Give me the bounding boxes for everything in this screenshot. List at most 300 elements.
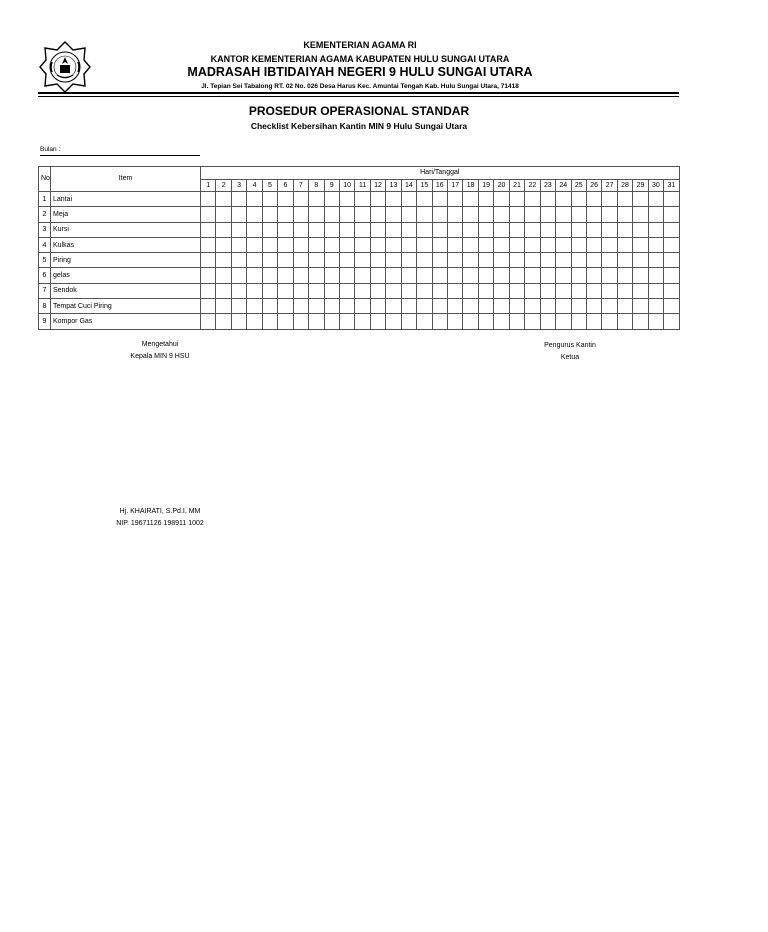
checklist-cell[interactable]: [386, 222, 401, 237]
checklist-cell[interactable]: [324, 268, 339, 283]
checklist-cell[interactable]: [201, 299, 216, 314]
checklist-cell[interactable]: [262, 192, 277, 207]
checklist-cell[interactable]: [448, 192, 463, 207]
checklist-cell[interactable]: [478, 253, 493, 268]
checklist-cell[interactable]: [432, 253, 447, 268]
checklist-cell[interactable]: [478, 299, 493, 314]
checklist-cell[interactable]: [556, 314, 571, 329]
checklist-cell[interactable]: [386, 283, 401, 298]
checklist-cell[interactable]: [247, 237, 262, 252]
checklist-cell[interactable]: [401, 268, 416, 283]
checklist-cell[interactable]: [586, 222, 601, 237]
checklist-cell[interactable]: [586, 314, 601, 329]
checklist-cell[interactable]: [216, 207, 231, 222]
checklist-cell[interactable]: [355, 222, 370, 237]
checklist-cell[interactable]: [571, 299, 586, 314]
checklist-cell[interactable]: [370, 268, 385, 283]
checklist-cell[interactable]: [448, 283, 463, 298]
month-underline: [40, 155, 200, 156]
checklist-cell[interactable]: [216, 237, 231, 252]
checklist-cell[interactable]: [247, 283, 262, 298]
checklist-cell[interactable]: [293, 268, 308, 283]
checklist-cell[interactable]: [324, 207, 339, 222]
checklist-cell[interactable]: [448, 253, 463, 268]
checklist-cell[interactable]: [617, 314, 632, 329]
checklist-cell[interactable]: [417, 314, 432, 329]
checklist-cell[interactable]: [556, 253, 571, 268]
checklist-cell[interactable]: [525, 299, 540, 314]
checklist-cell[interactable]: [540, 268, 555, 283]
checklist-cell[interactable]: [633, 283, 648, 298]
checklist-cell[interactable]: [633, 192, 648, 207]
checklist-cell[interactable]: [355, 283, 370, 298]
checklist-cell[interactable]: [370, 192, 385, 207]
checklist-cell[interactable]: [309, 207, 324, 222]
checklist-cell[interactable]: [201, 268, 216, 283]
checklist-cell[interactable]: [370, 299, 385, 314]
checklist-cell[interactable]: [509, 283, 524, 298]
checklist-cell[interactable]: [231, 299, 246, 314]
day-number: 14: [401, 179, 416, 192]
checklist-cell[interactable]: [540, 299, 555, 314]
checklist-cell[interactable]: [339, 253, 354, 268]
checklist-cell[interactable]: [586, 237, 601, 252]
checklist-cell[interactable]: [293, 314, 308, 329]
checklist-cell[interactable]: [432, 283, 447, 298]
checklist-cell[interactable]: [216, 299, 231, 314]
checklist-cell[interactable]: [355, 299, 370, 314]
checklist-cell[interactable]: [448, 314, 463, 329]
checklist-cell[interactable]: [355, 253, 370, 268]
checklist-cell[interactable]: [370, 237, 385, 252]
checklist-cell[interactable]: [417, 299, 432, 314]
checklist-cell[interactable]: [293, 237, 308, 252]
checklist-cell[interactable]: [370, 253, 385, 268]
checklist-cell[interactable]: [648, 283, 663, 298]
header-divider-thin: [38, 96, 679, 97]
checklist-cell[interactable]: [216, 253, 231, 268]
checklist-cell[interactable]: [448, 222, 463, 237]
checklist-cell[interactable]: [370, 222, 385, 237]
checklist-cell[interactable]: [571, 207, 586, 222]
checklist-cell[interactable]: [494, 222, 509, 237]
checklist-cell[interactable]: [247, 299, 262, 314]
checklist-cell[interactable]: [324, 237, 339, 252]
checklist-cell[interactable]: [509, 253, 524, 268]
checklist-cell[interactable]: [417, 253, 432, 268]
checklist-cell[interactable]: [586, 283, 601, 298]
day-number: 16: [432, 179, 447, 192]
checklist-cell[interactable]: [478, 237, 493, 252]
checklist-cell[interactable]: [401, 192, 416, 207]
checklist-cell[interactable]: [463, 192, 478, 207]
checklist-cell[interactable]: [278, 314, 293, 329]
checklist-cell[interactable]: [448, 268, 463, 283]
checklist-cell[interactable]: [386, 299, 401, 314]
checklist-cell[interactable]: [556, 299, 571, 314]
checklist-cell[interactable]: [525, 237, 540, 252]
checklist-cell[interactable]: [602, 192, 617, 207]
checklist-cell[interactable]: [463, 314, 478, 329]
checklist-cell[interactable]: [617, 268, 632, 283]
day-number: 25: [571, 179, 586, 192]
checklist-cell[interactable]: [247, 314, 262, 329]
checklist-cell[interactable]: [247, 268, 262, 283]
checklist-cell[interactable]: [494, 283, 509, 298]
header-office: KANTOR KEMENTERIAN AGAMA KABUPATEN HULU SUNGAI UTARA: [210, 54, 510, 64]
checklist-cell[interactable]: [247, 253, 262, 268]
checklist-cell[interactable]: [648, 237, 663, 252]
checklist-cell[interactable]: [478, 207, 493, 222]
checklist-cell[interactable]: [571, 314, 586, 329]
checklist-cell[interactable]: [324, 222, 339, 237]
checklist-cell[interactable]: [540, 253, 555, 268]
day-number: 5: [262, 179, 277, 192]
checklist-cell[interactable]: [201, 253, 216, 268]
checklist-cell[interactable]: [293, 299, 308, 314]
checklist-cell[interactable]: [401, 253, 416, 268]
checklist-cell[interactable]: [602, 268, 617, 283]
checklist-cell[interactable]: [386, 207, 401, 222]
checklist-cell[interactable]: [617, 222, 632, 237]
checklist-cell[interactable]: [201, 283, 216, 298]
checklist-cell[interactable]: [509, 314, 524, 329]
checklist-cell[interactable]: [556, 237, 571, 252]
checklist-cell[interactable]: [278, 299, 293, 314]
checklist-cell[interactable]: [401, 207, 416, 222]
checklist-cell[interactable]: [339, 299, 354, 314]
checklist-cell[interactable]: [556, 207, 571, 222]
checklist-cell[interactable]: [417, 283, 432, 298]
checklist-cell[interactable]: [293, 253, 308, 268]
checklist-cell[interactable]: [448, 207, 463, 222]
checklist-cell[interactable]: [494, 192, 509, 207]
checklist-cell[interactable]: [231, 283, 246, 298]
checklist-cell[interactable]: [617, 283, 632, 298]
checklist-cell[interactable]: [448, 299, 463, 314]
checklist-cell[interactable]: [278, 237, 293, 252]
checklist-cell[interactable]: [339, 192, 354, 207]
checklist-cell[interactable]: [432, 314, 447, 329]
checklist-cell[interactable]: [525, 207, 540, 222]
checklist-cell[interactable]: [201, 207, 216, 222]
checklist-cell[interactable]: [478, 222, 493, 237]
checklist-cell[interactable]: [648, 314, 663, 329]
checklist-cell[interactable]: [494, 253, 509, 268]
checklist-cell[interactable]: [339, 283, 354, 298]
checklist-cell[interactable]: [401, 222, 416, 237]
checklist-cell[interactable]: [602, 207, 617, 222]
checklist-cell[interactable]: [463, 237, 478, 252]
row-number: 4: [39, 237, 51, 252]
checklist-cell[interactable]: [324, 314, 339, 329]
checklist-cell[interactable]: [370, 207, 385, 222]
checklist-cell[interactable]: [556, 268, 571, 283]
checklist-cell[interactable]: [401, 283, 416, 298]
checklist-cell[interactable]: [432, 299, 447, 314]
checklist-cell[interactable]: [571, 253, 586, 268]
checklist-cell[interactable]: [247, 222, 262, 237]
checklist-cell[interactable]: [664, 299, 679, 314]
checklist-cell[interactable]: [571, 192, 586, 207]
checklist-cell[interactable]: [571, 283, 586, 298]
checklist-cell[interactable]: [540, 222, 555, 237]
day-number: 17: [448, 179, 463, 192]
checklist-cell[interactable]: [262, 253, 277, 268]
checklist-cell[interactable]: [309, 222, 324, 237]
header-school: MADRASAH IBTIDAIYAH NEGERI 9 HULU SUNGAI UTARA: [187, 65, 533, 79]
checklist-cell[interactable]: [586, 207, 601, 222]
checklist-cell[interactable]: [432, 207, 447, 222]
checklist-cell[interactable]: [324, 299, 339, 314]
day-number: 3: [231, 179, 246, 192]
checklist-cell[interactable]: [216, 314, 231, 329]
day-number: 13: [386, 179, 401, 192]
checklist-cell[interactable]: [293, 192, 308, 207]
checklist-cell[interactable]: [509, 268, 524, 283]
checklist-cell[interactable]: [386, 253, 401, 268]
checklist-cell[interactable]: [278, 253, 293, 268]
checklist-cell[interactable]: [540, 237, 555, 252]
checklist-cell[interactable]: [617, 299, 632, 314]
table-row: [39, 299, 680, 314]
checklist-cell[interactable]: [262, 268, 277, 283]
checklist-cell[interactable]: [401, 299, 416, 314]
checklist-cell[interactable]: [309, 314, 324, 329]
checklist-cell[interactable]: [586, 268, 601, 283]
checklist-cell[interactable]: [494, 314, 509, 329]
checklist-cell[interactable]: [324, 253, 339, 268]
checklist-cell[interactable]: [571, 268, 586, 283]
checklist-cell[interactable]: [556, 283, 571, 298]
checklist-cell[interactable]: [201, 314, 216, 329]
checklist-cell[interactable]: [494, 299, 509, 314]
checklist-cell[interactable]: [417, 192, 432, 207]
checklist-cell[interactable]: [231, 192, 246, 207]
checklist-cell[interactable]: [417, 268, 432, 283]
checklist-cell[interactable]: [540, 283, 555, 298]
checklist-cell[interactable]: [386, 314, 401, 329]
checklist-cell[interactable]: [525, 253, 540, 268]
checklist-cell[interactable]: [216, 268, 231, 283]
checklist-cell[interactable]: [463, 268, 478, 283]
checklist-cell[interactable]: [648, 268, 663, 283]
checklist-cell[interactable]: [262, 207, 277, 222]
checklist-cell[interactable]: [633, 314, 648, 329]
checklist-cell[interactable]: [339, 237, 354, 252]
checklist-cell[interactable]: [463, 222, 478, 237]
checklist-cell[interactable]: [309, 253, 324, 268]
checklist-cell[interactable]: [339, 314, 354, 329]
checklist-cell[interactable]: [602, 253, 617, 268]
checklist-cell[interactable]: [355, 192, 370, 207]
checklist-cell[interactable]: [247, 207, 262, 222]
checklist-cell[interactable]: [355, 268, 370, 283]
checklist-cell[interactable]: [309, 268, 324, 283]
row-number: 6: [39, 268, 51, 283]
checklist-cell[interactable]: [540, 314, 555, 329]
checklist-cell[interactable]: [478, 268, 493, 283]
checklist-cell[interactable]: [525, 222, 540, 237]
checklist-cell[interactable]: [309, 192, 324, 207]
checklist-cell[interactable]: [262, 237, 277, 252]
checklist-cell[interactable]: [293, 283, 308, 298]
checklist-cell[interactable]: [231, 207, 246, 222]
column-header-days: Hari/Tanggal: [201, 167, 680, 180]
checklist-cell[interactable]: [478, 192, 493, 207]
checklist-cell[interactable]: [339, 222, 354, 237]
checklist-cell[interactable]: [664, 222, 679, 237]
checklist-cell[interactable]: [525, 268, 540, 283]
checklist-cell[interactable]: [571, 237, 586, 252]
day-number: 18: [463, 179, 478, 192]
checklist-cell[interactable]: [278, 268, 293, 283]
checklist-cell[interactable]: [401, 237, 416, 252]
checklist-cell[interactable]: [216, 192, 231, 207]
checklist-cell[interactable]: [262, 283, 277, 298]
row-number: 5: [39, 253, 51, 268]
checklist-cell[interactable]: [664, 314, 679, 329]
checklist-cell[interactable]: [648, 253, 663, 268]
checklist-cell[interactable]: [262, 299, 277, 314]
checklist-cell[interactable]: [448, 237, 463, 252]
checklist-cell[interactable]: [417, 237, 432, 252]
checklist-cell[interactable]: [586, 299, 601, 314]
checklist-cell[interactable]: [617, 253, 632, 268]
checklist-cell[interactable]: [664, 237, 679, 252]
checklist-cell[interactable]: [463, 283, 478, 298]
checklist-cell[interactable]: [509, 222, 524, 237]
checklist-cell[interactable]: [231, 314, 246, 329]
checklist-cell[interactable]: [231, 253, 246, 268]
checklist-cell[interactable]: [602, 314, 617, 329]
checklist-cell[interactable]: [648, 207, 663, 222]
checklist-cell[interactable]: [463, 207, 478, 222]
checklist-cell[interactable]: [432, 222, 447, 237]
checklist-cell[interactable]: [494, 207, 509, 222]
checklist-cell[interactable]: [509, 192, 524, 207]
checklist-cell[interactable]: [648, 192, 663, 207]
checklist-cell[interactable]: [231, 222, 246, 237]
checklist-cell[interactable]: [664, 268, 679, 283]
checklist-cell[interactable]: [571, 222, 586, 237]
checklist-cell[interactable]: [586, 192, 601, 207]
checklist-cell[interactable]: [494, 268, 509, 283]
checklist-cell[interactable]: [339, 207, 354, 222]
checklist-cell[interactable]: [324, 283, 339, 298]
checklist-cell[interactable]: [509, 299, 524, 314]
checklist-cell[interactable]: [525, 314, 540, 329]
checklist-cell[interactable]: [309, 237, 324, 252]
checklist-cell[interactable]: [463, 253, 478, 268]
checklist-cell[interactable]: [633, 222, 648, 237]
checklist-cell[interactable]: [602, 237, 617, 252]
checklist-cell[interactable]: [602, 283, 617, 298]
checklist-cell[interactable]: [293, 207, 308, 222]
checklist-cell[interactable]: [463, 299, 478, 314]
checklist-cell[interactable]: [278, 283, 293, 298]
checklist-cell[interactable]: [509, 237, 524, 252]
checklist-cell[interactable]: [231, 237, 246, 252]
checklist-cell[interactable]: [648, 222, 663, 237]
checklist-cell[interactable]: [540, 192, 555, 207]
checklist-cell[interactable]: [247, 192, 262, 207]
checklist-cell[interactable]: [664, 283, 679, 298]
checklist-cell[interactable]: [293, 222, 308, 237]
checklist-cell[interactable]: [525, 192, 540, 207]
checklist-cell[interactable]: [370, 314, 385, 329]
checklist-cell[interactable]: [432, 192, 447, 207]
checklist-cell[interactable]: [355, 237, 370, 252]
checklist-cell[interactable]: [556, 222, 571, 237]
checklist-cell[interactable]: [540, 207, 555, 222]
checklist-cell[interactable]: [556, 192, 571, 207]
checklist-cell[interactable]: [401, 314, 416, 329]
checklist-cell[interactable]: [586, 253, 601, 268]
checklist-cell[interactable]: [478, 283, 493, 298]
checklist-cell[interactable]: [633, 253, 648, 268]
checklist-cell[interactable]: [633, 207, 648, 222]
day-number: 11: [355, 179, 370, 192]
checklist-cell[interactable]: [602, 299, 617, 314]
checklist-cell[interactable]: [664, 207, 679, 222]
checklist-cell[interactable]: [617, 237, 632, 252]
checklist-cell[interactable]: [633, 237, 648, 252]
checklist-cell[interactable]: [617, 207, 632, 222]
checklist-cell[interactable]: [309, 283, 324, 298]
checklist-cell[interactable]: [648, 299, 663, 314]
checklist-cell[interactable]: [355, 207, 370, 222]
checklist-cell[interactable]: [262, 222, 277, 237]
checklist-cell[interactable]: [664, 253, 679, 268]
checklist-cell[interactable]: [309, 299, 324, 314]
day-number: 28: [617, 179, 632, 192]
checklist-cell[interactable]: [525, 283, 540, 298]
checklist-cell[interactable]: [494, 237, 509, 252]
row-number: 2: [39, 207, 51, 222]
checklist-cell[interactable]: [602, 222, 617, 237]
checklist-cell[interactable]: [386, 268, 401, 283]
checklist-cell[interactable]: [201, 237, 216, 252]
checklist-cell[interactable]: [417, 207, 432, 222]
checklist-cell[interactable]: [432, 268, 447, 283]
checklist-cell[interactable]: [278, 222, 293, 237]
checklist-cell[interactable]: [324, 192, 339, 207]
checklist-cell[interactable]: [278, 207, 293, 222]
checklist-cell[interactable]: [355, 314, 370, 329]
checklist-cell[interactable]: [216, 222, 231, 237]
checklist-cell[interactable]: [386, 237, 401, 252]
checklist-cell[interactable]: [370, 283, 385, 298]
checklist-cell[interactable]: [201, 192, 216, 207]
checklist-cell[interactable]: [633, 299, 648, 314]
checklist-cell[interactable]: [509, 207, 524, 222]
checklist-cell[interactable]: [617, 192, 632, 207]
checklist-cell[interactable]: [216, 283, 231, 298]
checklist-cell[interactable]: [478, 314, 493, 329]
checklist-cell[interactable]: [262, 314, 277, 329]
checklist-cell[interactable]: [432, 237, 447, 252]
checklist-cell[interactable]: [231, 268, 246, 283]
checklist-cell[interactable]: [633, 268, 648, 283]
checklist-cell[interactable]: [664, 192, 679, 207]
checklist-cell[interactable]: [417, 222, 432, 237]
checklist-cell[interactable]: [201, 222, 216, 237]
checklist-cell[interactable]: [339, 268, 354, 283]
row-number: 1: [39, 192, 51, 207]
checklist-cell[interactable]: [386, 192, 401, 207]
checklist-cell[interactable]: [278, 192, 293, 207]
